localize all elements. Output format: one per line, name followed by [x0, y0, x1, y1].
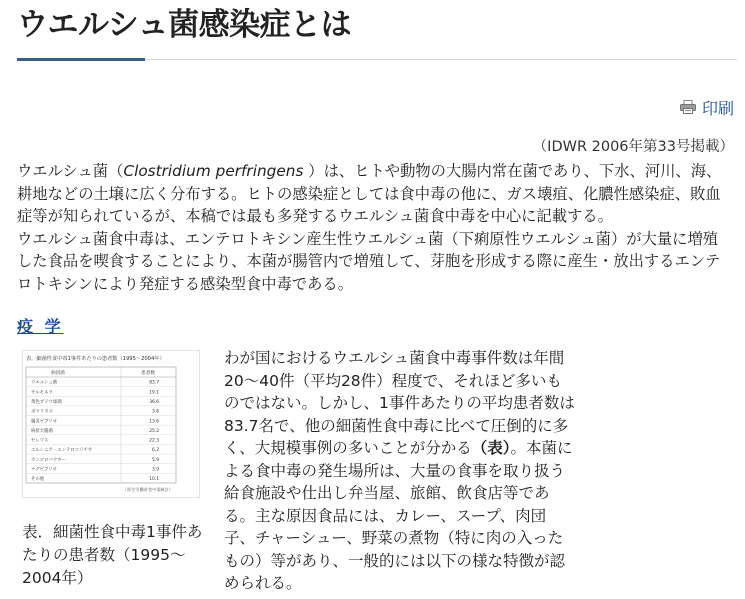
title-accent-bar [17, 58, 145, 61]
thumb-row-value: 25.2 [149, 428, 159, 434]
epidemiology-text [224, 347, 576, 595]
intro-paragraph-2: ウエルシュ菌食中毒は、エンテロトキシン産生性ウエルシュ菌（下痢原性ウエルシュ菌）が大量に増殖した食品を喫食することにより、本菌が腸管内で増殖して、芽胞を形成する際に産生・放出するエンテロトキシンにより発症する感染型食中毒である。 [17, 229, 721, 293]
thumb-row-label: その他 [31, 477, 45, 483]
thumb-row-label: 病原大腸菌 [31, 428, 53, 434]
thumb-row-value: 6.2 [152, 448, 159, 454]
thumb-row-label: ウエルシュ菌 [31, 380, 58, 386]
intro-p1-rest: ）は、ヒトや動物の大腸内常在菌であり、下水、河川、海、耕地などの土壌に広く分布する。ヒトの感染症としては食中毒の他に、ガス壊疽、化膿性感染症、敗血症等が知られているが、本稿では最も多発するウエルシュ菌食中毒を中心に記載する。 [17, 162, 722, 225]
thumb-row-value: 36.6 [149, 400, 159, 406]
thumb-row-label: エルシニア・エンテロコリチカ [31, 448, 93, 454]
thumb-col-header: 患者数 [141, 371, 155, 376]
thumb-row-value: 19.1 [149, 390, 159, 396]
source-citation: （IDWR 2006年第33号掲載） [532, 139, 734, 155]
thumb-row-value: 83.7 [149, 380, 159, 386]
scientific-name: Clostridium perfringens [123, 162, 304, 180]
figure-caption: 表．細菌性食中毒1事件あたりの患者数（1995〜2004年） [22, 523, 203, 587]
thumb-row-value: 3.9 [152, 467, 159, 473]
intro-paragraph-1 [17, 160, 732, 228]
thumb-row-label: セレウス [31, 438, 49, 444]
thumb-row-label: カンピロバクター [31, 457, 67, 463]
table-thumbnail[interactable] [22, 350, 200, 498]
thumb-col-header: 病因菌 [51, 371, 65, 376]
table-figure [22, 350, 204, 590]
epi-text-a: わが国におけるウエルシュ菌食中毒事件数は年間20〜40件（平均28件）程度で、それほど多いものではない。しかし、1事件あたりの平均患者数は83.7名で、他の細菌性食中毒に比べて圧倒的に多く、大規模事例の多いことが分かる [224, 349, 575, 457]
thumb-row-value: 13.6 [149, 419, 159, 425]
thumb-row-label: 腸炎ビブリオ [31, 419, 58, 425]
thumb-row-label: ナグビブリオ [31, 467, 57, 473]
thumb-row-label: 黄色ブドウ球菌 [31, 400, 62, 406]
thumb-row-value: 22.3 [149, 438, 159, 444]
intro-text [17, 160, 732, 295]
print-label: 印刷 [701, 98, 734, 118]
page-title: ウエルシュ菌感染症とは [17, 7, 352, 43]
thumb-row-value: 5.9 [152, 457, 159, 463]
print-button[interactable] [680, 96, 734, 118]
thumb-title: 表．細菌性食中毒1事件あたりの患者数（1995〜2004年） [26, 356, 165, 362]
thumb-note: （厚生労働省食中毒統計） [122, 487, 173, 492]
epidemiology-heading[interactable]: 疫 学 [17, 317, 64, 336]
printer-icon [680, 100, 696, 114]
thumb-row-value: 3.6 [152, 409, 159, 415]
thumb-row-value: 10.1 [149, 477, 159, 483]
thumb-row-label: ボツリヌス [31, 409, 53, 415]
table-reference: （表） [471, 439, 511, 457]
epi-text-b: 。本菌による食中毒の発生場所は、大量の食事を取り扱う給食施設や仕出し弁当屋、旅館、飲食店等である。主な原因食品には、カレー、スープ、肉団子、チャーシュー、野菜の煮物（特に肉の入ったもの）等があり、一般的には以下の様な特徴が認められる。 [224, 439, 573, 592]
intro-p1-lead: ウエルシュ菌（ [17, 162, 124, 180]
thumb-row-label: サルモネラ [31, 390, 53, 396]
